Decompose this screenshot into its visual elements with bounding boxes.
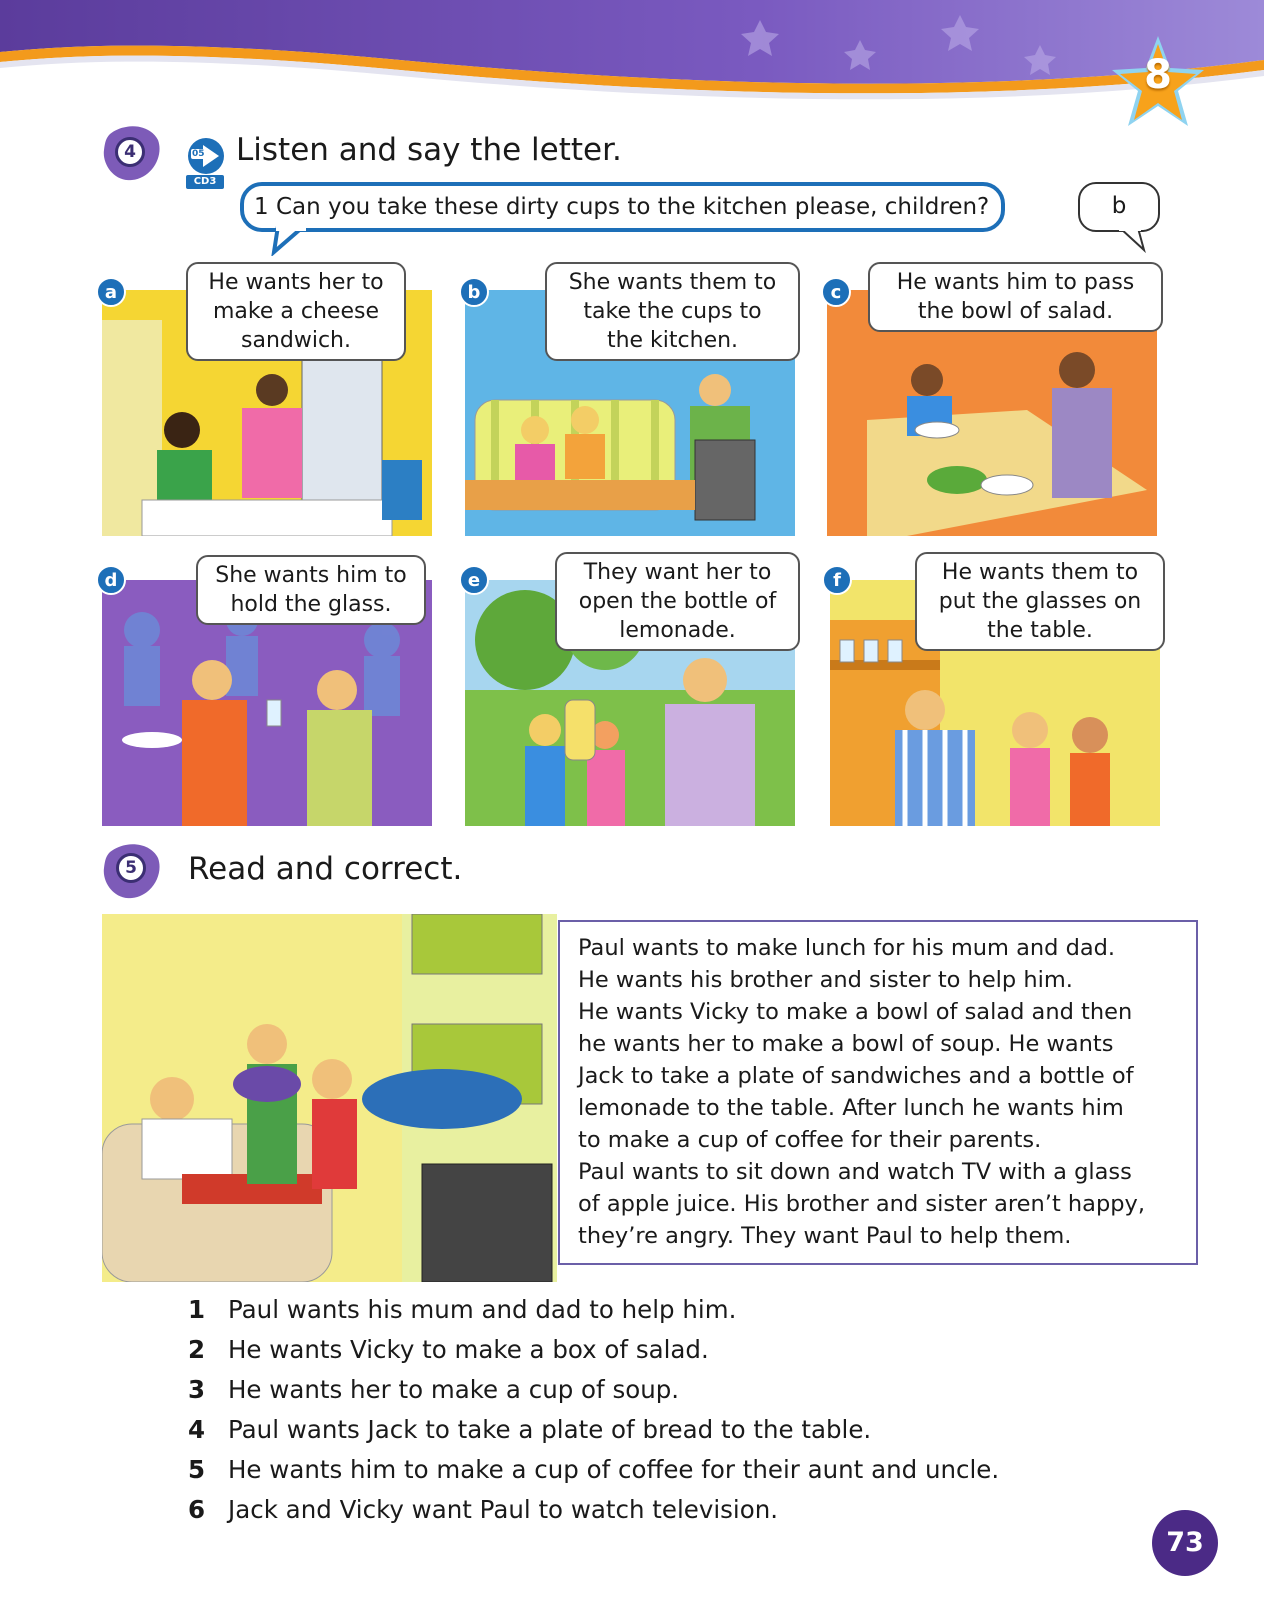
- example-speech-bubble: 1 Can you take these dirty cups to the kitchen please, children?: [240, 182, 1005, 232]
- panel-a-caption: [186, 262, 406, 361]
- panel-d-caption: [196, 555, 426, 625]
- caption-line: He wants him to pass: [896, 270, 1135, 295]
- statement-number: 1: [188, 1295, 206, 1324]
- caption-line: the table.: [987, 618, 1093, 643]
- reading-line: of apple juice. His brother and sister aren’t happy,: [578, 1191, 1145, 1217]
- caption-line: hold the glass.: [230, 592, 392, 617]
- caption-line: He wants her to: [208, 270, 384, 295]
- caption-line: the kitchen.: [606, 328, 739, 353]
- speech-tail: [270, 226, 320, 256]
- header-banner: [0, 0, 1264, 110]
- unit-number: 8: [1144, 52, 1172, 98]
- reading-line: Paul wants to make lunch for his mum and dad.: [578, 935, 1116, 961]
- statement-number: 4: [188, 1415, 206, 1444]
- reading-line: they’re angry. They want Paul to help them.: [578, 1223, 1072, 1249]
- statement-number: 3: [188, 1375, 206, 1404]
- exercise-title: Read and correct.: [188, 851, 463, 887]
- caption-line: They want her to: [583, 560, 772, 585]
- reading-text-box: [558, 920, 1198, 1265]
- reading-line: lemonade to the table. After lunch he wants him: [578, 1095, 1124, 1121]
- panel-f-caption: [915, 552, 1165, 651]
- panel-letter-b: b: [459, 277, 489, 307]
- statement-number: 6: [188, 1495, 206, 1524]
- statements-list: [188, 1290, 999, 1530]
- exercise-title: Listen and say the letter.: [236, 132, 622, 168]
- caption-line: open the bottle of: [578, 589, 777, 614]
- page-number: 73: [1152, 1510, 1218, 1576]
- panel-e-caption: [555, 552, 800, 651]
- cd-label: CD3: [186, 175, 224, 189]
- cd-track-number: 05: [192, 149, 205, 159]
- caption-line: She wants them to: [568, 270, 777, 295]
- exercise-number: 5: [116, 853, 146, 883]
- panel-b-caption: [545, 262, 800, 361]
- reading-line: he wants her to make a bowl of soup. He wants: [578, 1031, 1114, 1057]
- reading-line: He wants Vicky to make a bowl of salad and then: [578, 999, 1133, 1025]
- reading-line: to make a cup of coffee for their parents.: [578, 1127, 1042, 1153]
- statement-item: [188, 1410, 999, 1450]
- exercise-number: 4: [115, 137, 145, 167]
- panel-c-caption: [868, 262, 1163, 332]
- caption-line: put the glasses on: [938, 589, 1142, 614]
- caption-line: lemonade.: [619, 618, 736, 643]
- statement-text: Paul wants Jack to take a plate of bread to the table.: [228, 1415, 872, 1444]
- reading-line: Paul wants to sit down and watch TV with a glass: [578, 1159, 1132, 1185]
- statement-item: [188, 1330, 999, 1370]
- caption-line: take the cups to: [583, 299, 762, 324]
- statement-number: 2: [188, 1335, 206, 1364]
- caption-line: the bowl of salad.: [917, 299, 1114, 324]
- statement-text: He wants him to make a cup of coffee for their aunt and uncle.: [228, 1455, 1000, 1484]
- reading-line: Jack to take a plate of sandwiches and a bottle of: [578, 1063, 1134, 1089]
- caption-line: He wants them to: [941, 560, 1139, 585]
- statement-item: [188, 1370, 999, 1410]
- panel-letter-e: e: [459, 565, 489, 595]
- statement-item: [188, 1450, 999, 1490]
- statement-item: [188, 1290, 999, 1330]
- caption-line: make a cheese: [213, 299, 379, 324]
- living-room-illustration: [102, 914, 557, 1282]
- statement-number: 5: [188, 1455, 206, 1484]
- panel-letter-f: f: [822, 565, 852, 595]
- reading-line: He wants his brother and sister to help him.: [578, 967, 1073, 993]
- panel-letter-a: a: [96, 277, 126, 307]
- statement-text: He wants Vicky to make a box of salad.: [228, 1335, 709, 1364]
- caption-line: She wants him to: [215, 563, 407, 588]
- speech-tail: [1116, 228, 1156, 254]
- statement-text: Paul wants his mum and dad to help him.: [228, 1295, 737, 1324]
- statement-text: He wants her to make a cup of soup.: [228, 1375, 680, 1404]
- statement-text: Jack and Vicky want Paul to watch television.: [228, 1495, 779, 1524]
- panel-letter-d: d: [96, 565, 126, 595]
- statement-item: [188, 1490, 999, 1530]
- panel-letter-c: c: [821, 277, 851, 307]
- answer-bubble: b: [1078, 182, 1160, 232]
- caption-line: sandwich.: [241, 328, 351, 353]
